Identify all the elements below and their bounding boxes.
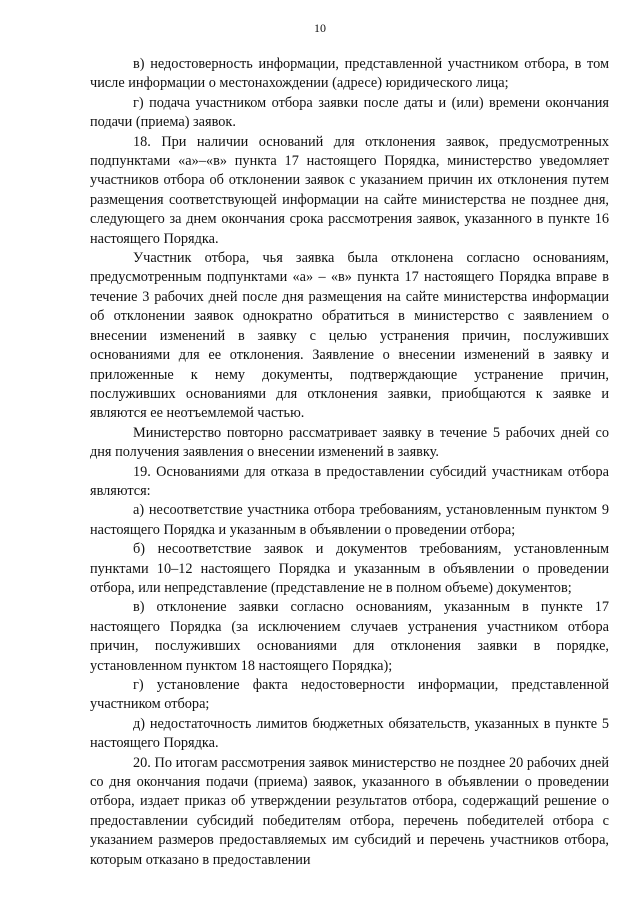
paragraph-19v: в) отклонение заявки согласно основаниям, указанным в пункте 17 настоящего Порядка (за исключением случаев устранения участником отбора причин, послуживших основаниями для отклонения заявки в порядке, установленном пунктом 18 настоящего Порядка); xyxy=(90,599,609,674)
paragraph-19: 19. Основаниями для отказа в предоставлении субсидий участникам отбора являются: xyxy=(90,463,609,499)
paragraph-19a: а) несоответствие участника отбора требованиям, установленным пунктом 9 настоящего Порядка и указанным в объявлении о проведении отбора; xyxy=(90,502,609,538)
page-number: 10 xyxy=(314,21,326,35)
paragraph-19d: д) недостаточность лимитов бюджетных обязательств, указанных в пункте 5 настоящего Порядка. xyxy=(90,715,609,752)
document-body xyxy=(90,55,609,870)
paragraph-19g: г) установление факта недостоверности информации, представленной участником отбора; xyxy=(90,677,609,713)
paragraph-18-review: Министерство повторно рассматривает заявку в течение 5 рабочих дней со дня получения заявления о внесении изменений в заявку. xyxy=(90,424,609,461)
paragraph-20: 20. По итогам рассмотрения заявок министерство не позднее 20 рабочих дней со дня окончания подачи (приема) заявок, указанного в объявлении о проведении отбора, издает приказ об утверждении результатов отбора, содержащий решение о предоставлении субсидий победителям отбора, перечень победителей отбора с указанием размеров предоставляемых им субсидий и перечень участников отбора, которым отказано в предоставлении xyxy=(90,754,609,868)
paragraph-17v: в) недостоверность информации, представленной участником отбора, в том числе информации о местонахождении (адресе) юридического лица; xyxy=(90,56,609,92)
paragraph-19b: б) несоответствие заявок и документов требованиям, установленным пунктами 10–12 настоящего Порядка и указанным в объявлении о проведении отбора, или непредставление (представление не в полном объеме) документов; xyxy=(90,541,609,596)
paragraph-18: 18. При наличии оснований для отклонения заявок, предусмотренных подпунктами «а»–«в» пункта 17 настоящего Порядка, министерство уведомляет участников отбора об отклонении заявок с указанием причин их отклонения путем размещения соответствующей информации на сайте министерства не позднее дня, следующего за днем окончания срока рассмотрения заявок, указанного в пункте 16 настоящего Порядка. xyxy=(90,133,609,247)
paragraph-17g: г) подача участником отбора заявки после даты и (или) времени окончания подачи (приема) заявок. xyxy=(90,94,609,131)
paragraph-18-resubmission: Участник отбора, чья заявка была отклонена согласно основаниям, предусмотренным подпунктами «а» – «в» пункта 17 настоящего Порядка вправе в течение 3 рабочих дней после дня размещения на сайте министерства информации об отклонении заявок однократно обратиться в министерство с заявлением о внесении изменений в заявку с целью устранения причин, послуживших основаниями для ее отклонения. Заявление о внесении изменений в заявку и приложенные к нему документы, подтверждающие устранение причин, послуживших основаниями для отклонения заявки, приобщаются к заявке и являются ее неотъемлемой частью. xyxy=(90,250,609,422)
